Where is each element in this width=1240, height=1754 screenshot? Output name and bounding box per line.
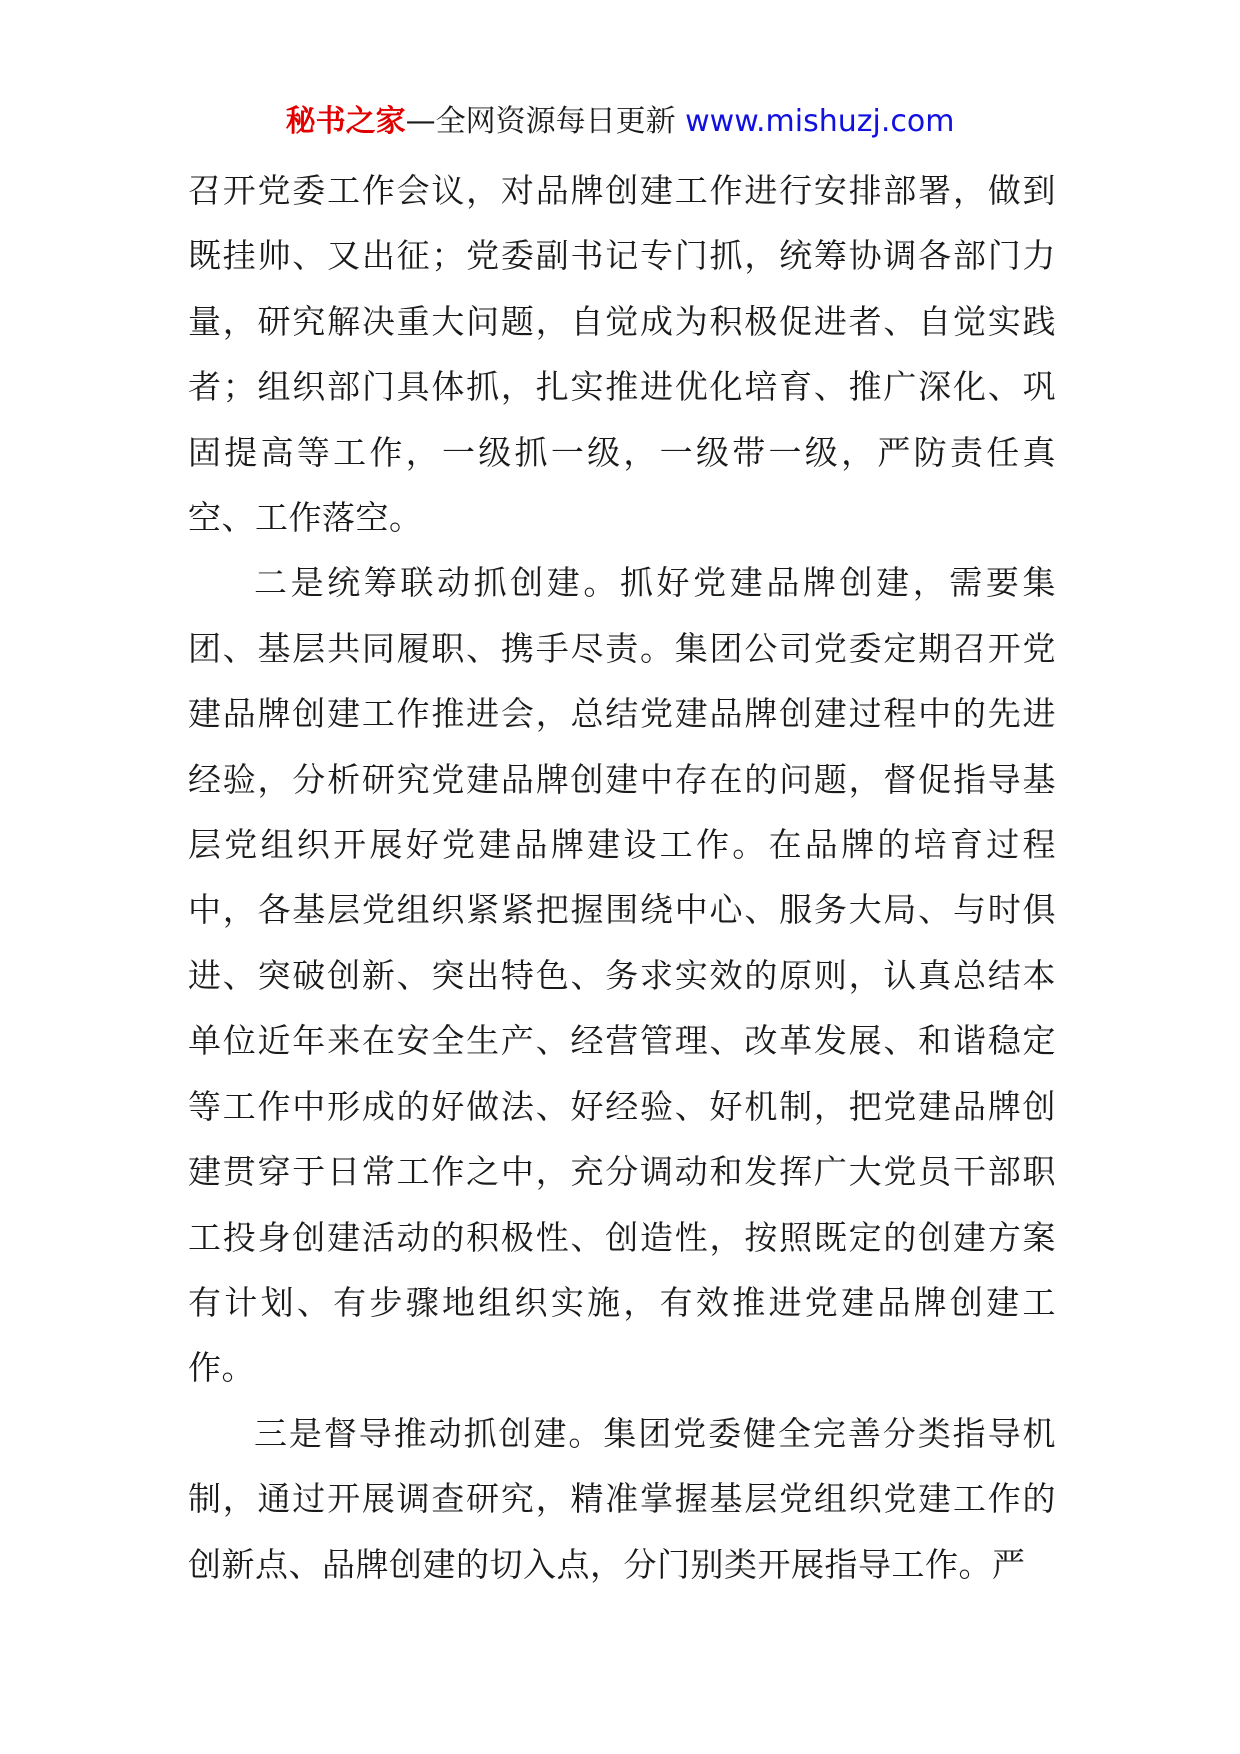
header-brand: 秘书之家 [285,104,406,139]
page-header [0,102,1240,142]
paragraph-1: 召开党委工作会议，对品牌创建工作进行安排部署，做到既挂帅、又出征；党委副书记专门抓，统筹协调各部门力量，研究解决重大问题，自觉成为积极促进者、自觉实践者；组织部门具体抓，扎实推进优化培育、推广深化、巩固提高等工作，一级抓一级，一级带一级，严防责任真空、工作落空。 [188,171,1056,538]
document-body [188,158,1056,1597]
paragraph-2: 二是统筹联动抓创建。抓好党建品牌创建，需要集团、基层共同履职、携手尽责。集团公司党委定期召开党建品牌创建工作推进会，总结党建品牌创建过程中的先进经验，分析研究党建品牌创建中存在的问题，督促指导基层党组织开展好党建品牌建设工作。在品牌的培育过程中，各基层党组织紧紧把握围绕中心、服务大局、与时俱进、突破创新、突出特色、务求实效的原则，认真总结本单位近年来在安全生产、经营管理、改革发展、和谐稳定等工作中形成的好做法、好经验、好机制，把党建品牌创建贯穿于日常工作之中，充分调动和发挥广大党员干部职工投身创建活动的积极性、创造性，按照既定的创建方案有计划、有步骤地组织实施，有效推进党建品牌创建工作。 [188,563,1056,1388]
paragraph-3: 三是督导推动抓创建。集团党委健全完善分类指导机制，通过开展调查研究，精准掌握基层党组织党建工作的创新点、品牌创建的切入点，分门别类开展指导工作。严 [188,1413,1056,1584]
header-url-link[interactable]: www.mishuzj.com [685,104,955,139]
header-tagline: —全网资源每日更新 [405,104,686,139]
